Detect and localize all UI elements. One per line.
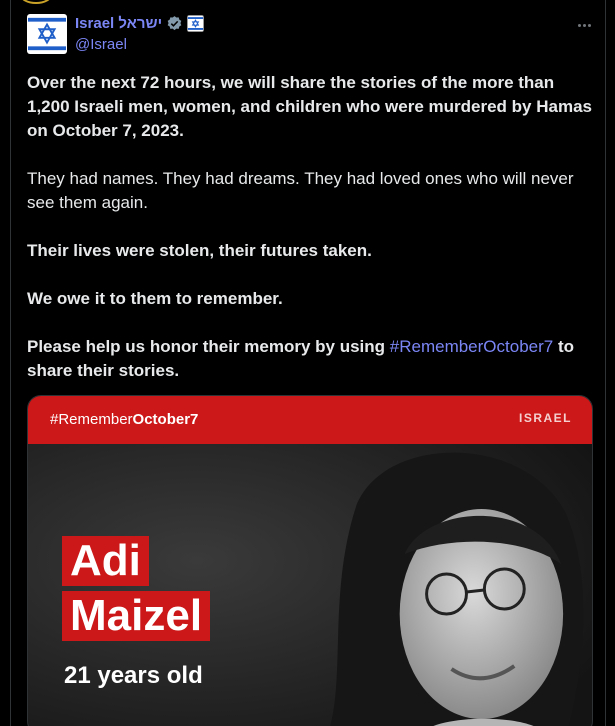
name-row [75, 15, 204, 32]
banner-hashtag [50, 411, 198, 428]
victim-first-name: Adi [62, 536, 149, 586]
tweet-paragraph-2: They had names. They had dreams. They had loved ones who will never see them again. [27, 169, 574, 212]
israel-logo: ISRAEL [518, 411, 572, 425]
tweet [10, 0, 606, 726]
verified-badge-icon[interactable] [166, 15, 183, 32]
paragraph-5-lead: Please help us honor their memory by using [27, 337, 390, 356]
tweet-paragraph-4: We owe it to them to remember. [27, 289, 283, 308]
hashtag-link[interactable]: #RememberOctober7 [389, 337, 554, 356]
memorial-banner [28, 396, 592, 444]
display-name[interactable]: Israel ישראל [75, 15, 163, 32]
star-of-david-icon [28, 15, 66, 53]
banner-hashtag-prefix: #Remember [50, 411, 133, 428]
tweet-media-image[interactable] [27, 395, 593, 726]
tweet-text [27, 71, 597, 407]
tweet-header [27, 14, 597, 56]
tweet-paragraph-1: Over the next 72 hours, we will share the stories of the more than 1,200 Israeli men, women, and children who were murdered by Hamas on October 7, 2023. [27, 73, 592, 140]
government-affiliate-icon[interactable] [187, 15, 204, 32]
tweet-paragraph-5 [27, 335, 597, 383]
victim-age: 21 years old [64, 662, 203, 689]
account-handle[interactable]: @Israel [75, 36, 127, 53]
banner-hashtag-bold: October7 [132, 411, 199, 428]
tweet-paragraph-3: Their lives were stolen, their futures taken. [27, 241, 372, 260]
profile-avatar[interactable] [27, 14, 67, 54]
paragraph-5-tail: to share their stories. [27, 337, 575, 380]
victim-last-name: Maizel [62, 591, 210, 641]
more-options-icon[interactable] [573, 14, 595, 36]
